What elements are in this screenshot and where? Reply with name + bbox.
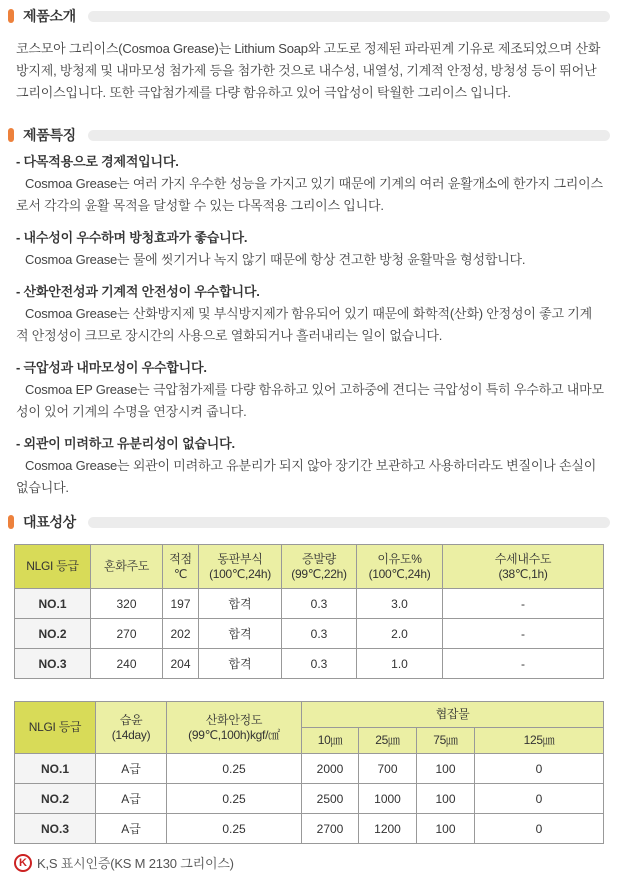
ks-certification-line [14, 853, 617, 872]
row-label-cell: NO.3 [15, 649, 91, 679]
table-row [15, 814, 604, 844]
header-text: 혼화주도 [103, 559, 150, 573]
table-cell: 202 [163, 619, 199, 649]
section-title-properties: 대표성상 [23, 514, 76, 530]
table-header-row [15, 545, 604, 589]
feature-item [16, 227, 604, 271]
orange-bullet-icon [8, 128, 14, 142]
feature-body: Cosmoa Grease는 물에 씻기거나 녹지 않기 때문에 항상 견고한 방청 윤활막을 형성합니다. [25, 252, 526, 267]
table-cell: 0.3 [282, 649, 357, 679]
header-text: (99℃,22h) [291, 566, 347, 581]
table-cell: - [443, 619, 604, 649]
table-cell: 1200 [359, 814, 417, 844]
table-header-cell [167, 702, 302, 754]
feature-item [16, 357, 604, 423]
orange-bullet-icon [8, 9, 14, 23]
row-label-cell: NO.2 [15, 619, 91, 649]
table-header-cell: 25㎛ [359, 728, 417, 754]
feature-body: Cosmoa Grease는 외관이 미려하고 유분리가 되지 않아 장기간 보관하고 사용하더라도 변질이나 손실이 없습니다. [16, 458, 597, 495]
feature-item [16, 151, 604, 217]
section-title-bar [88, 517, 610, 528]
table-cell: - [443, 649, 604, 679]
table-cell: 합격 [199, 649, 282, 679]
table-header-cell [357, 545, 443, 589]
header-text: (14day) [111, 727, 151, 742]
table-cell: 0.25 [167, 814, 302, 844]
header-text: ℃ [173, 566, 188, 581]
table-cell: 0.25 [167, 784, 302, 814]
table-header-row [15, 702, 604, 728]
section-header-intro [8, 6, 610, 26]
table-cell: 270 [91, 619, 163, 649]
header-text: (100℃,24h) [368, 566, 431, 581]
header-text: (99℃,100h)kgf/㎠ [188, 727, 280, 742]
table-cell: A급 [96, 754, 167, 784]
table-cell: A급 [96, 784, 167, 814]
header-text: NLGI 등급 [26, 559, 79, 573]
intro-paragraph: 코스모아 그리이스(Cosmoa Grease)는 Lithium Soap와 고도로 정제된 파라핀계 기유로 제조되었으며 산화방지제, 방청제 및 내마모성 첨가제 등을 첨가한 것으로 내수성, 내열성, 기계적 안정성, 방청성 등이 뛰어난 그리이스입니다. 또한 극압첨가제를 다량 함유하고 있어 극압성이 탁월한 그리이스 입니다. [16, 41, 601, 100]
section-title-features: 제품특징 [23, 127, 76, 143]
feature-heading: - 외관이 미려하고 유분리성이 없습니다. [16, 436, 235, 451]
ks-mark-icon: K [14, 854, 32, 872]
table-header-cell: 75㎛ [417, 728, 475, 754]
table-cell: 2000 [302, 754, 359, 784]
header-text: (38℃,1h) [498, 566, 548, 581]
header-text: 이유도% [377, 551, 422, 566]
header-text: 동판부식 [217, 551, 263, 566]
table-cell: 합격 [199, 589, 282, 619]
table-cell: 3.0 [357, 589, 443, 619]
header-text: NLGI 등급 [28, 720, 82, 734]
table-header-cell [91, 545, 163, 589]
section-title-bar [88, 11, 610, 22]
table-cell: 2500 [302, 784, 359, 814]
table-cell: 2.0 [357, 619, 443, 649]
section-title-bar [88, 130, 610, 141]
table-cell: 100 [417, 814, 475, 844]
row-label-cell: NO.1 [15, 589, 91, 619]
table-cell: 0.25 [167, 754, 302, 784]
table-cell: 합격 [199, 619, 282, 649]
table-cell: 204 [163, 649, 199, 679]
table-cell: - [443, 589, 604, 619]
header-text: (100℃,24h) [209, 566, 271, 581]
table-cell: 100 [417, 754, 475, 784]
table-cell: 240 [91, 649, 163, 679]
feature-item [16, 281, 604, 347]
table-cell: 2700 [302, 814, 359, 844]
table-header-cell [15, 702, 96, 754]
table-header-cell [199, 545, 282, 589]
feature-list [16, 151, 604, 499]
table-header-cell: 10㎛ [302, 728, 359, 754]
table-cell: 0 [475, 784, 604, 814]
row-label-cell: NO.3 [15, 814, 96, 844]
ks-certification-text: K,S 표시인증(KS M 2130 그리이스) [37, 856, 234, 871]
feature-body: Cosmoa Grease는 여러 가지 우수한 성능을 가지고 있기 때문에 기계의 여러 윤활개소에 한가지 그리이스로서 각각의 윤활 목적을 달성할 수 있는 다목적용 그리이스 입니다. [16, 176, 603, 213]
table-cell: 197 [163, 589, 199, 619]
feature-heading: - 내수성이 우수하며 방청효과가 좋습니다. [16, 230, 248, 245]
table-cell: 100 [417, 784, 475, 814]
table-header-cell [163, 545, 199, 589]
table-row [15, 619, 604, 649]
feature-heading: - 산화안전성과 기계적 안전성이 우수합니다. [16, 284, 260, 299]
table-cell: 0.3 [282, 619, 357, 649]
table-header-cell [15, 545, 91, 589]
table-row [15, 649, 604, 679]
properties-table-1 [14, 544, 604, 679]
table-cell: 0 [475, 814, 604, 844]
feature-body: Cosmoa EP Grease는 극압첨가제를 다량 함유하고 있어 고하중에 견디는 극압성이 특히 우수하고 내마모성이 있어 기계의 수명을 연장시켜 줍니다. [16, 382, 604, 419]
header-text: 증발량 [302, 551, 336, 566]
table-cell: A급 [96, 814, 167, 844]
section-header-features [8, 125, 610, 145]
section-header-properties [8, 512, 610, 532]
feature-item [16, 433, 604, 499]
table-row [15, 589, 604, 619]
table-cell: 0 [475, 754, 604, 784]
table-header-cell [282, 545, 357, 589]
header-text: 수세내수도 [494, 551, 552, 566]
row-label-cell: NO.1 [15, 754, 96, 784]
row-label-cell: NO.2 [15, 784, 96, 814]
section-title-intro: 제품소개 [23, 8, 76, 24]
table-cell: 320 [91, 589, 163, 619]
orange-bullet-icon [8, 515, 14, 529]
header-text: 습윤 [119, 712, 143, 727]
header-text: 산화안정도 [205, 712, 263, 727]
table-row [15, 754, 604, 784]
feature-heading: - 다목적용으로 경제적입니다. [16, 154, 179, 169]
table-cell: 0.3 [282, 589, 357, 619]
feature-heading: - 극압성과 내마모성이 우수합니다. [16, 360, 207, 375]
table-header-cell [302, 702, 604, 728]
feature-body: Cosmoa Grease는 산화방지제 및 부식방지제가 함유되어 있기 때문에 화학적(산화) 안정성이 좋고 기계적 안정성이 크므로 장시간의 사용으로 열화되거나 흘러내리는 일이 없습니다. [16, 306, 592, 343]
table-cell: 1000 [359, 784, 417, 814]
properties-table-2 [14, 701, 604, 844]
table-cell: 700 [359, 754, 417, 784]
table-row [15, 784, 604, 814]
header-text: 협잡물 [435, 707, 470, 721]
table-header-cell [96, 702, 167, 754]
table-header-cell: 125㎛ [475, 728, 604, 754]
header-text: 적점 [169, 551, 192, 566]
table-header-cell [443, 545, 604, 589]
table-cell: 1.0 [357, 649, 443, 679]
